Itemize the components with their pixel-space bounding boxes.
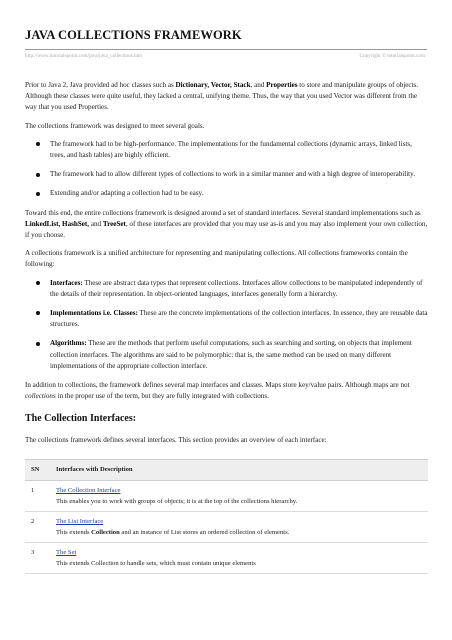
goals-list	[25, 139, 428, 200]
row-number: 2	[25, 512, 50, 543]
bullet-icon	[36, 342, 40, 346]
document-title: JAVA COLLECTIONS FRAMEWORK	[25, 28, 242, 42]
goal-item: The framework had to be high-performance. The implementations for the fundamental collections (dynamic arrays, linked lists, trees, and hash tables) are highly efficient.	[25, 139, 428, 161]
framework-contents-list	[25, 278, 428, 372]
description-column-header: Interfaces with Description	[50, 459, 428, 481]
table-header-row	[25, 459, 428, 481]
bullet-icon	[36, 173, 40, 177]
bullet-icon	[36, 281, 40, 285]
framework-paragraph: A collections framework is a unified architecture for representing and manipulating collections. All collections frameworks contain the following:	[25, 249, 408, 269]
bullet-icon	[36, 311, 40, 315]
goal-item: Extending and/or adapting a collection had to be easy.	[25, 188, 428, 199]
sn-column-header: SN	[25, 459, 50, 481]
contents-item: Algorithms: These are the methods that perform useful computations, such as searching and sorting, on objects that implement collection interfaces. The algorithms are said to be polymorphic: that is, the same method can be used on many different implementations of the appropriate collection interface.	[25, 338, 428, 372]
table-row	[25, 481, 428, 512]
row-description: This enables you to work with groups of objects; it is at the top of the collections hierarchy.	[56, 497, 298, 505]
row-description: This extends Collection to handle sets, which must contain unique elements	[56, 559, 256, 567]
row-content	[50, 512, 428, 543]
copyright-notice: Copyright © tutorialspoint.com	[359, 53, 425, 59]
table-row	[25, 512, 428, 543]
document-body	[25, 80, 428, 574]
bullet-icon	[36, 142, 40, 146]
goal-item: The framework had to allow different types of collections to work in a similar manner and with a high degree of interoperability.	[25, 169, 428, 180]
section-heading: The Collection Interfaces:	[25, 413, 137, 425]
bullet-icon	[36, 192, 40, 196]
row-content	[50, 543, 428, 574]
row-number: 3	[25, 543, 50, 574]
interface-link[interactable]: The List Interface	[56, 518, 104, 526]
maps-paragraph: In addition to collections, the framework defines several map interfaces and classes. Maps store key/value pairs. Although maps are not collections in the proper use of the term, but they are fully integrated with collections.	[25, 381, 410, 401]
header-rule	[25, 49, 427, 50]
interfaces-paragraph: Toward this end, the entire collections framework is designed around a set of standard interfaces. Several standard implementations such as LinkedList, HashSet, and TreeSet, of these interfaces are provided that you may use as-is and you may also implement your own collection, if you choose.	[25, 208, 428, 240]
table-row	[25, 543, 428, 574]
intro-paragraph: Prior to Java 2, Java provided ad hoc classes such as Dictionary, Vector, Stack, and Properties to store and manipulate groups of objects. Although these classes were quite useful, they lacked a central, unifying theme. Thus, the way that you used Vector was different from the way that you used Properties.	[25, 81, 419, 112]
goals-intro: The collections framework was designed to meet several goals.	[25, 121, 205, 130]
interfaces-table	[25, 459, 428, 575]
source-url: http://www.tutorialspoint.com/java/java_collections.htm	[25, 53, 143, 59]
contents-item: Implementations i.e. Classes: These are the concrete implementations of the collection interfaces. In essence, they are reusable data structures.	[25, 308, 428, 330]
row-description: This extends Collection and an instance of List stores an ordered collection of elements.	[56, 528, 290, 536]
row-number: 1	[25, 481, 50, 512]
row-content	[50, 481, 428, 512]
section-intro: The collections framework defines several interfaces. This section provides an overview of each interface:	[25, 435, 327, 444]
interface-link[interactable]: The Set	[56, 549, 77, 557]
interface-link[interactable]: The Collection Interface	[56, 487, 121, 495]
contents-item: Interfaces: These are abstract data types that represent collections. Interfaces allow collections to be manipulated independently of the details of their representation. In object-oriented languages, interfaces generally form a hierarchy.	[25, 278, 428, 300]
